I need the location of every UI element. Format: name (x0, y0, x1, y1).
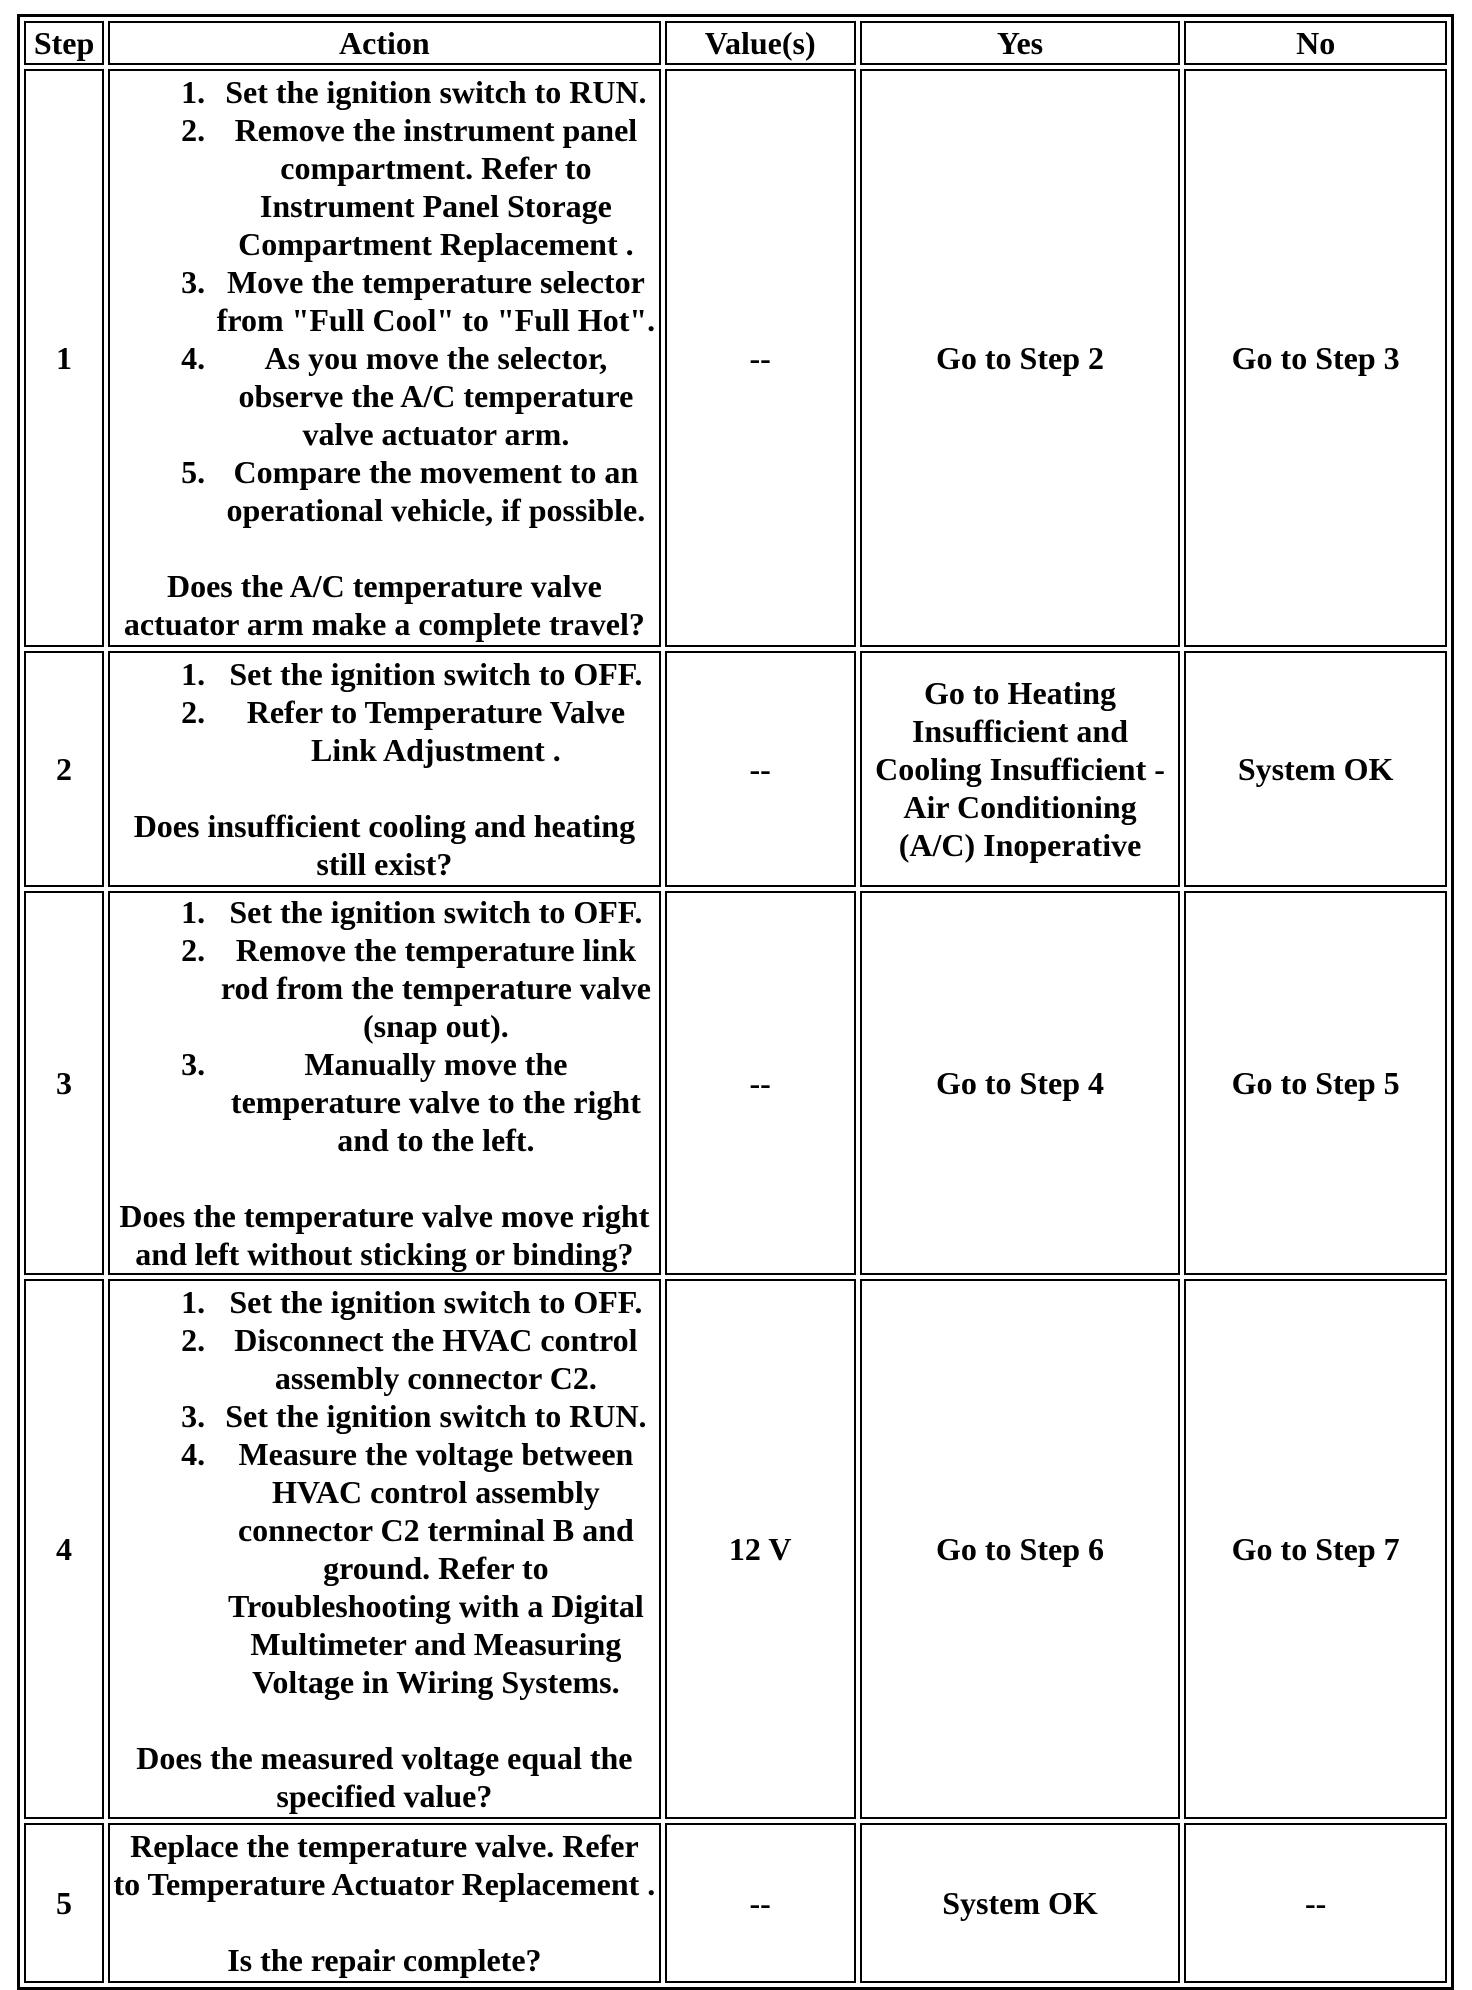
value-cell: -- (665, 69, 856, 647)
header-no: No (1184, 21, 1447, 65)
yes-result: System OK (860, 1823, 1181, 1983)
header-yes: Yes (860, 21, 1181, 65)
table-row-step-3 (24, 891, 1447, 1275)
no-result: Go to Step 5 (1184, 891, 1447, 1275)
action-cell (108, 1279, 661, 1819)
no-result: Go to Step 3 (1184, 69, 1447, 647)
diagnostic-table-container (17, 14, 1454, 1990)
action-item: 2. Disconnect the HVAC control assembly connector C2. (213, 1321, 656, 1397)
table-row-step-5 (24, 1823, 1447, 1983)
value-cell: -- (665, 891, 856, 1275)
yes-result: Go to Step 4 (860, 891, 1181, 1275)
value-cell: -- (665, 651, 856, 887)
table-row-step-2 (24, 651, 1447, 887)
header-action: Action (108, 21, 661, 65)
action-list (113, 893, 656, 1159)
question-text: Does the temperature valve move right and left without sticking or binding? (119, 1198, 650, 1272)
value-cell: 12 V (665, 1279, 856, 1819)
yes-result: Go to Heating Insufficient and Cooling Insufficient - Air Conditioning (A/C) Inoperative (860, 651, 1181, 887)
action-cell (108, 1823, 661, 1983)
no-result: -- (1184, 1823, 1447, 1983)
step-number: 2 (24, 651, 104, 887)
action-cell (108, 69, 661, 647)
action-item: 1. Set the ignition switch to RUN. (213, 73, 656, 111)
action-list (113, 73, 656, 529)
step-number: 1 (24, 69, 104, 647)
no-result: Go to Step 7 (1184, 1279, 1447, 1819)
yes-result: Go to Step 2 (860, 69, 1181, 647)
question-text: Is the repair complete? (227, 1942, 542, 1978)
question-text: Does the measured voltage equal the specified value? (136, 1740, 633, 1814)
action-item: 1. Set the ignition switch to OFF. (213, 1283, 656, 1321)
action-list (113, 655, 656, 769)
header-row (24, 21, 1447, 65)
action-item: 4. Measure the voltage between HVAC control assembly connector C2 terminal B and ground. Refer to Troubleshooting with a Digital Multimeter and Measuring Voltage in Wiring Systems. (213, 1435, 656, 1701)
action-item: 1. Set the ignition switch to OFF. (213, 893, 656, 931)
value-cell: -- (665, 1823, 856, 1983)
step-number: 3 (24, 891, 104, 1275)
action-item: 2. Remove the temperature link rod from the temperature valve (snap out). (213, 931, 656, 1045)
action-item: 3. Move the temperature selector from "Full Cool" to "Full Hot". (213, 263, 656, 339)
action-list (113, 1283, 656, 1701)
table-row-step-1 (24, 69, 1447, 647)
header-values: Value(s) (665, 21, 856, 65)
instruction-text: Replace the temperature valve. Refer to Temperature Actuator Replacement . (113, 1828, 656, 1902)
action-item: 2. Remove the instrument panel compartment. Refer to Instrument Panel Storage Compartment Replacement . (213, 111, 656, 263)
question-text: Does the A/C temperature valve actuator arm make a complete travel? (123, 568, 645, 642)
header-step: Step (24, 21, 104, 65)
table-row-step-4 (24, 1279, 1447, 1819)
action-cell (108, 651, 661, 887)
no-result: System OK (1184, 651, 1447, 887)
action-cell (108, 891, 661, 1275)
action-item: 5. Compare the movement to an operational vehicle, if possible. (213, 453, 656, 529)
diagnostic-table (17, 14, 1454, 1990)
action-item: 1. Set the ignition switch to OFF. (213, 655, 656, 693)
action-item: 3. Manually move the temperature valve to the right and to the left. (213, 1045, 656, 1159)
step-number: 4 (24, 1279, 104, 1819)
action-item: 3. Set the ignition switch to RUN. (213, 1397, 656, 1435)
action-item: 4. As you move the selector, observe the A/C temperature valve actuator arm. (213, 339, 656, 453)
question-text: Does insufficient cooling and heating still exist? (133, 808, 636, 882)
yes-result: Go to Step 6 (860, 1279, 1181, 1819)
step-number: 5 (24, 1823, 104, 1983)
action-item: 2. Refer to Temperature Valve Link Adjustment . (213, 693, 656, 769)
